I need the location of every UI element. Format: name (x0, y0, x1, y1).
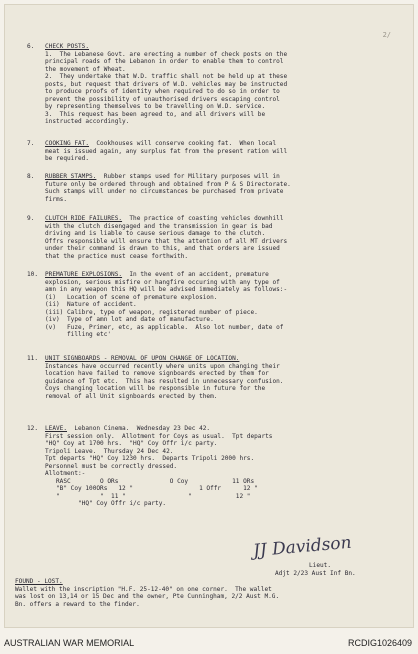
item-text: Instances have occurred recently where units upon changing their location have failed to remove signboards erected by them for guidance of Tpt etc. This has resulted in unnecessary confusion. Coys changing location will be responsible in future for the removal of all Unit signboards erected by them. (45, 362, 284, 400)
item-heading: PREMATURE EXPLOSIONS. (45, 271, 123, 278)
allotment-row: RASC O ORs O Coy 11 ORs (45, 477, 255, 485)
signature: JJ Davidson (252, 532, 353, 562)
item-text: Lebanon Cinema. Wednesday 23 Dec 42. First session only. Allotment for Coys as usual. Tpt departs "HQ" Coy at 1700 hrs. "HQ" Coy Offr i/c party. Tripoli Leave. Thursday 24 Dec 42. Tpt departs "HQ" Coy 1230 hrs. Departs Tripoli 2000 hrs. Personnel must be correctly dressed. Allotment:- (45, 425, 273, 478)
item-text: In the event of an accident, premature explosion, serious misfire or hangfire occuring with any type of amn in any weapon this HQ will be advised immediately as follows:- (i) Location of scene of premature explosion. (ii) Nature of accident. (iii) Calibre, type of weapon, registered number of piece. (iv) Type of amn lot and date of manufacture. (v) Fuze, Primer, etc, as applicable. Also lot number, date of filling etc' (45, 271, 288, 339)
item-body (45, 271, 389, 339)
found-lost-heading: FOUND - LOST. (15, 578, 63, 585)
document-page (4, 4, 414, 628)
item-body (45, 425, 389, 478)
item-heading: COOKING FAT. (45, 140, 90, 147)
item-text: The practice of coasting vehicles downhill with the clutch disengaged and the transmission in gear is bad driving and is liable to cause serious damage to the clutch. Offrs responsible will ensure that the attention of all MT drivers under their command is drawn to this, and that orders are issued that the practice must cease forthwith. (45, 215, 288, 260)
item-clutch-failures (27, 215, 389, 260)
item-number: 8. (27, 173, 35, 180)
item-number: 12. (27, 425, 39, 432)
allotment-row: " " 11 " " 12 " (45, 492, 251, 500)
item-number: 11. (27, 355, 39, 362)
item-body (45, 173, 389, 203)
item-rubber-stamps (27, 173, 389, 203)
item-number: 9. (27, 215, 35, 222)
item-number: 10. (27, 271, 39, 278)
item-heading: LEAVE. (45, 425, 68, 432)
item-leave (27, 425, 389, 508)
page-corner-mark: 2/ (382, 31, 391, 39)
archive-record-id: RCDIG1026409 (347, 638, 412, 648)
signatory-rank: Lieut. (309, 562, 332, 569)
archive-footer (0, 632, 418, 654)
item-heading: CLUTCH RIDE FAILURES. (45, 215, 123, 222)
item-check-posts (27, 43, 389, 126)
item-body (45, 140, 389, 163)
item-text: 1. The Lebanese Govt. are erecting a number of check posts on the principal roads of the Lebanon in order to enable them to control the movement of Wheat. 2. They undertake that W.D. traffic shall not be held up at these posts, but request that drivers of W.D. vehicles may be instructed to produce proofs of identity when required to do so in order to prevent the possibility of unauthorised drivers escaping control by representing themselves to be travelling on W.D. service. 3. This request has been agreed to, and all drivers will be instructed accordingly. (45, 50, 288, 126)
item-heading: RUBBER STAMPS. (45, 173, 97, 180)
allotment-row: "HQ" Coy Offr i/c party. (45, 500, 167, 508)
item-number: 7. (27, 140, 35, 147)
item-cooking-fat (27, 140, 389, 163)
item-unit-signboards (27, 355, 389, 400)
item-body (45, 355, 389, 400)
item-number: 6. (27, 43, 35, 50)
allotment-row: "B" Coy 100ORs 12 " 1 Offr 12 " (45, 485, 258, 493)
found-lost-notice (15, 578, 279, 608)
item-premature-explosions (27, 271, 389, 339)
item-heading: UNIT SIGNBOARDS - REMOVAL OF UPON CHANGE OF LOCATION. (45, 355, 240, 362)
found-lost-text: Wallet with the inscription "H.F. 25-12-40" on one corner. The wallet was lost on 13,14 or 15 Dec and the owner, Pte Cunningham, 2/2 Aust M.G. Bn. offers a reward to the finder. (15, 585, 280, 608)
item-text: Rubber stamps used for Military purposes will in future only be ordered through and obtained from P & S Directorate. Such stamps will under no circumstances be purchased from private firms. (45, 173, 291, 203)
item-text: Cookhouses will conserve cooking fat. When local meat is issued again, any surplus fat from the present ration will be required. (45, 140, 288, 163)
item-body (45, 43, 389, 126)
item-body (45, 215, 389, 260)
item-heading: CHECK POSTS. (45, 43, 90, 50)
archive-name: AUSTRALIAN WAR MEMORIAL (4, 638, 135, 648)
signatory-unit: Adjt 2/23 Aust Inf Bn. (275, 570, 356, 577)
